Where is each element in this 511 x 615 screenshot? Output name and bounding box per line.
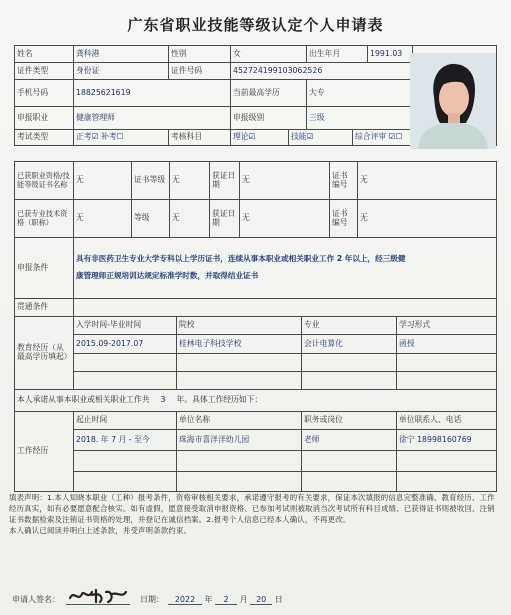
- signature-label: 申请人签名：: [12, 595, 60, 604]
- work-row: [15, 472, 497, 492]
- subject-label: 考核科目: [169, 130, 231, 146]
- birth-label: 出生年月: [307, 46, 368, 63]
- professional-grade-label: 等级: [132, 200, 170, 238]
- professional-date-value: 无: [240, 200, 330, 238]
- declaration-confirm: 本人确认已阅读并明白上述条款，并受声明条款约束。: [9, 526, 192, 536]
- birth-value: 1991.03: [368, 46, 413, 63]
- professional-title-value: 无: [74, 200, 132, 238]
- education-level-label: 当前最高学历: [231, 80, 307, 107]
- exam-type-label: 考试类型: [15, 130, 74, 146]
- date-fields: [168, 594, 283, 605]
- education-period: [74, 354, 177, 372]
- education-mode: 函授: [397, 335, 497, 354]
- level-value: 三级: [307, 107, 413, 130]
- conditions-label: 申报条件: [15, 238, 74, 299]
- education-period: [74, 372, 177, 390]
- education-mode: [397, 372, 497, 390]
- education-major: [302, 354, 397, 372]
- date-month-unit: 月: [239, 595, 248, 604]
- work-period: 2018. 年 7 月 - 至今: [74, 430, 177, 451]
- professional-date-label: 获证日期: [210, 200, 240, 238]
- work-contact: 徐宁 18998160769: [397, 430, 497, 451]
- signature-image: [66, 586, 130, 604]
- work-contact: [397, 451, 497, 472]
- declaration-text: [9, 492, 495, 536]
- conditions-line-1: 具有非医药卫生专业大学专科以上学历证书，连续从事本职业或相关职业工作 2 年以上，经三级健: [76, 254, 406, 264]
- route-label: 贯通条件: [15, 299, 74, 317]
- subject-theory: 理论☑: [231, 130, 289, 146]
- form-title: 广东省职业技能等级认定个人申请表: [127, 16, 384, 34]
- exam-type-value: 正考☑ 补考☐: [74, 130, 169, 146]
- date-year: 2022: [168, 595, 202, 605]
- work-period: [74, 472, 177, 492]
- subject-review: 综合评审 ☑☐: [353, 130, 413, 146]
- work-employer: 珠海市喜洋洋幼儿园: [177, 430, 302, 451]
- education-header-school: 院校: [177, 317, 302, 335]
- qualification-number-label: 证书编号: [330, 162, 358, 200]
- education-major: [302, 372, 397, 390]
- id-number-value: 452724199103062526: [231, 63, 413, 80]
- id-type-label: 证件类型: [15, 63, 74, 80]
- name-value: 龚科港: [74, 46, 169, 63]
- work-years-prefix: 本人承诺从事本职业或相关职业工作共: [17, 395, 150, 405]
- name-label: 姓名: [15, 46, 74, 63]
- education-school: [177, 354, 302, 372]
- education-header-major: 专业: [302, 317, 397, 335]
- gender-label: 性别: [169, 46, 231, 63]
- declaration-body: 填表声明：1.本人知晓本职业（工种）报考条件，资格审核相关要求，承诺遵守报考的有关要求，保证本次填报的信息完整准确、教育经历、工作经历真实，如有必要愿意配合核实。如有虚假，愿意接受取消申报资格、已参加考试则被取消当次考试所有科目成绩、已获得证书则被收回、注销证书数据检索及注销证书资格的处理，并登记在诚信档案。2.报考个人信息已经本人确认，不再更改。: [9, 493, 495, 525]
- work-header-contact: 单位联系人、电话: [397, 412, 497, 430]
- date-day: 20: [250, 595, 272, 605]
- date-day-unit: 日: [274, 595, 283, 604]
- date-year-unit: 年: [204, 595, 213, 604]
- work-years-suffix: 年。具体工作经历如下：: [176, 395, 263, 405]
- education-header-mode: 学习形式: [397, 317, 497, 335]
- conditions-line-2: 康管理师正规培训达规定标准学时数，并取得结业证书: [76, 271, 259, 280]
- certificates-table: [14, 161, 497, 238]
- work-table: [14, 389, 497, 492]
- work-years-value: 3: [160, 395, 166, 405]
- qualification-grade-label: 证书等级: [132, 162, 170, 200]
- professional-title-label: 已获专业技术资格（职称）: [15, 200, 74, 238]
- work-header-position: 职务或岗位: [302, 412, 397, 430]
- education-row: [15, 372, 497, 390]
- education-major: 会计电算化: [302, 335, 397, 354]
- work-header-period: 起止时间: [74, 412, 177, 430]
- work-contact: [397, 472, 497, 492]
- subject-skill: 技能☑: [289, 130, 353, 146]
- education-row: [15, 335, 497, 354]
- work-employer: [177, 451, 302, 472]
- education-label: 教育经历（从最高学历填起）: [15, 317, 74, 390]
- qualification-date-value: 无: [240, 162, 330, 200]
- education-header-period: 入学时间-毕业时间: [74, 317, 177, 335]
- work-header-employer: 单位名称: [177, 412, 302, 430]
- work-label: 工作经历: [15, 412, 74, 492]
- conditions-table: [14, 237, 497, 317]
- conditions-text: [74, 238, 497, 299]
- education-period: 2015.09-2017.07: [74, 335, 177, 354]
- education-table: [14, 316, 497, 390]
- phone-value: 18825621619: [74, 80, 231, 107]
- portrait-image: [410, 53, 496, 149]
- route-value: [74, 299, 497, 317]
- date-month: 2: [215, 595, 237, 605]
- professional-number-label: 证书编号: [330, 200, 358, 238]
- professional-number-value: 无: [358, 200, 497, 238]
- work-position: [302, 451, 397, 472]
- education-mode: [397, 354, 497, 372]
- qualification-grade-value: 无: [170, 162, 210, 200]
- id-number-label: 证件号码: [169, 63, 231, 80]
- applicant-photo: [410, 53, 496, 149]
- job-value: 健康管理师: [74, 107, 231, 130]
- work-row: [15, 430, 497, 451]
- phone-label: 手机号码: [15, 80, 74, 107]
- gender-value: 女: [231, 46, 307, 63]
- professional-grade-value: 无: [170, 200, 210, 238]
- work-period: [74, 451, 177, 472]
- qualification-number-value: 无: [358, 162, 497, 200]
- education-school: [177, 372, 302, 390]
- date-label: 日期：: [140, 595, 164, 604]
- education-school: 桂林电子科技学校: [177, 335, 302, 354]
- work-employer: [177, 472, 302, 492]
- work-position: [302, 472, 397, 492]
- id-type-value: 身份证: [74, 63, 169, 80]
- education-level-value: 大专: [307, 80, 413, 107]
- job-label: 申报职业: [15, 107, 74, 130]
- qualification-cert-label: 已获职业资格/技能等级证书名称: [15, 162, 74, 200]
- qualification-date-label: 获证日期: [210, 162, 240, 200]
- work-row: [15, 451, 497, 472]
- work-position: 老师: [302, 430, 397, 451]
- level-label: 申报级别: [231, 107, 307, 130]
- qualification-cert-value: 无: [74, 162, 132, 200]
- work-years-line: [15, 390, 497, 412]
- education-row: [15, 354, 497, 372]
- signature-underline: [66, 604, 130, 605]
